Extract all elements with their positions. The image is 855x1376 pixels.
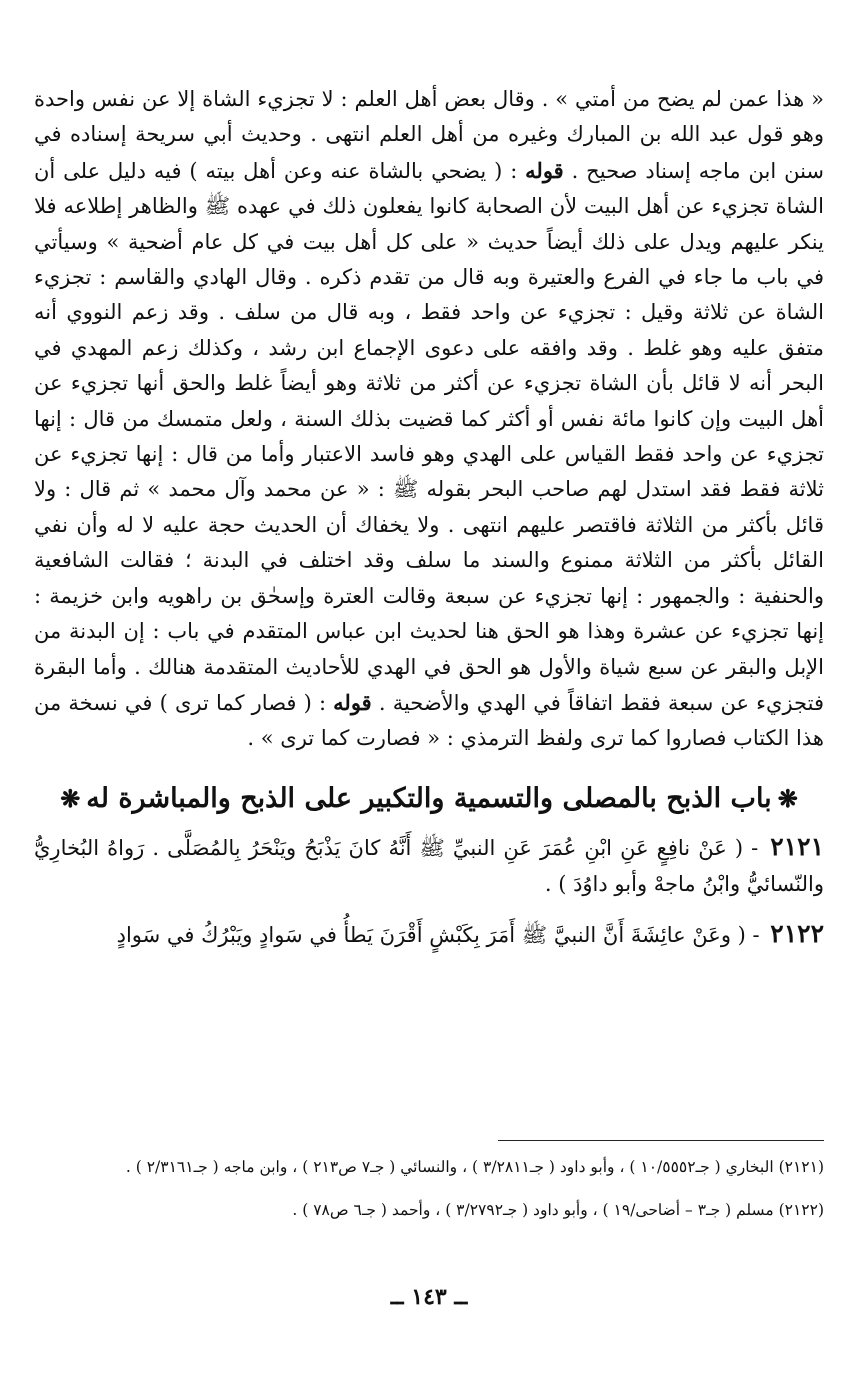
hadith-entry xyxy=(34,916,824,953)
commentary-segment: « هذا عمن لم يضح من أمتي » . وقال بعض أهل العلم : لا تجزيء الشاة إلا عن نفس واحدة وهو قول عبد الله بن المبارك وغيره من أهل العلم انتهى . وحديث أبي سريحة إسناده في سنن ابن ماجه إسناد صحيح . xyxy=(34,87,825,183)
chapter-heading xyxy=(34,777,824,821)
hadith-number: ٢١٢١ xyxy=(770,831,824,861)
ornament-star-icon: ❋ xyxy=(60,783,81,813)
page-number: ــ ١٤٣ ــ xyxy=(390,1284,468,1310)
commentary-paragraph xyxy=(34,82,824,757)
chapter-title: باب الذبح بالمصلى والتسمية والتكبير على الذبح والمباشرة له xyxy=(86,782,772,814)
page xyxy=(34,82,825,1310)
footnote-divider xyxy=(498,1140,824,1141)
hadith-number: ٢١٢٢ xyxy=(770,918,824,948)
commentary-segment: : ( فصار كما ترى ) في نسخة من هذا الكتاب فصاروا كما ترى ولفظ الترمذي : « فصارت كما ترى » . xyxy=(34,690,824,751)
footnote: (٢١٢٢) مسلم ( جـ٣ – أضاحى/١٩ ) ، وأبو داود ( جـ٣/٢٧٩٢ ) ، وأحمد ( جـ٦ ص٧٨ ) . xyxy=(292,1201,824,1219)
commentary-text xyxy=(34,82,824,757)
ornament-star-icon: ❋ xyxy=(777,783,798,813)
footnote: (٢١٢١) البخاري ( جـ١٠/٥٥٥٢ ) ، وأبو داود ( جـ٣/٢٨١١ ) ، والنسائي ( جـ٧ ص٢١٣ ) ، وابن ماجه ( جـ٢/٣١٦١ ) . xyxy=(125,1158,824,1176)
hadith-entry xyxy=(34,829,824,902)
keyword-qawluh: قوله xyxy=(525,157,564,183)
hadith-text: - ( وعَنْ عائِشَةَ أَنَّ النبيَّ ﷺ أَمَرَ بِكَبْشٍ أَقْرَنَ يَطأُ في سَوادٍ ويَبْرُكُ في سَوادٍ xyxy=(116,922,767,947)
hadith-text: - ( عَنْ نافِعٍ عَنِ ابْنِ عُمَرَ عَنِ النبيِّ ﷺ أَنَّهُ كانَ يَذْبَحُ ويَنْحَرُ بِالمُصَلَّى . رَواهُ البُخارِيُّ والنّسائيُّ وابْنُ ماجهْ وأبو داوُدَ ) . xyxy=(34,835,824,896)
footnotes xyxy=(34,1152,824,1238)
keyword-qawluh: قوله xyxy=(333,689,372,715)
commentary-segment: : ( يضحي بالشاة عنه وعن أهل بيته ) فيه دليل على أن الشاة تجزيء عن أهل البيت لأن الصحابة كانوا يفعلون ذلك في عهده ﷺ والظاهر إطلاعه فلا ينكر عليهم ويدل على ذلك أيضاً حديث « على كل أهل بيت في كل عام أضحية » وسيأتي في باب ما جاء في الفرع والعتيرة وبه قال من تقدم ذكره . وقال الهادي والقاسم : تجزيء الشاة عن ثلاثة وقيل : تجزيء عن واحد فقط ، وبه قال من سلف . وقد زعم النووي أنه متفق عليه وهو غلط . وقد وافقه على دعوى الإجماع ابن رشد ، وكذلك زعم المهدي في البحر أنه لا قائل بأن الشاة تجزيء عن أكثر من ثلاثة وهو أيضاً غلط والحق أنها تجزيء عن أهل البيت وإن كانوا مائة نفس أو أكثر كما قضيت بذلك السنة ، ولعل متمسك من قال : إنها تجزيء عن واحد فقط القياس على الهدي وهو فاسد الاعتبار وأما من قال : إنها تجزيء عن ثلاثة فقط فقد استدل لهم صاحب البحر بقوله ﷺ : « عن محمد وآل محمد » ثم قال : ولا قائل بأكثر من الثلاثة فاقتصر عليهم انتهى . ولا يخفاك أن الحديث حجة عليه لا له وأن نفي القائل بأكثر من الثلاثة ممنوع والسند ما سلف وقد اختلف في البدنة ؛ فقالت الشافعية والحنفية : والجمهور : إنها تجزيء عن سبعة وقالت العترة وإسحٰق بن راهويه وابن خزيمة : إنها تجزيء عن عشرة وهذا هو الحق هنا لحديث ابن عباس المتقدم في باب : إن البدنة من الإبل والبقر عن سبع شياة والأول هو الحق في الهدي للأحاديث المتقدمة هنالك . وأما البقرة فتجزيء عن سبعة فقط اتفاقاً في الهدي والأضحية . xyxy=(34,158,825,715)
